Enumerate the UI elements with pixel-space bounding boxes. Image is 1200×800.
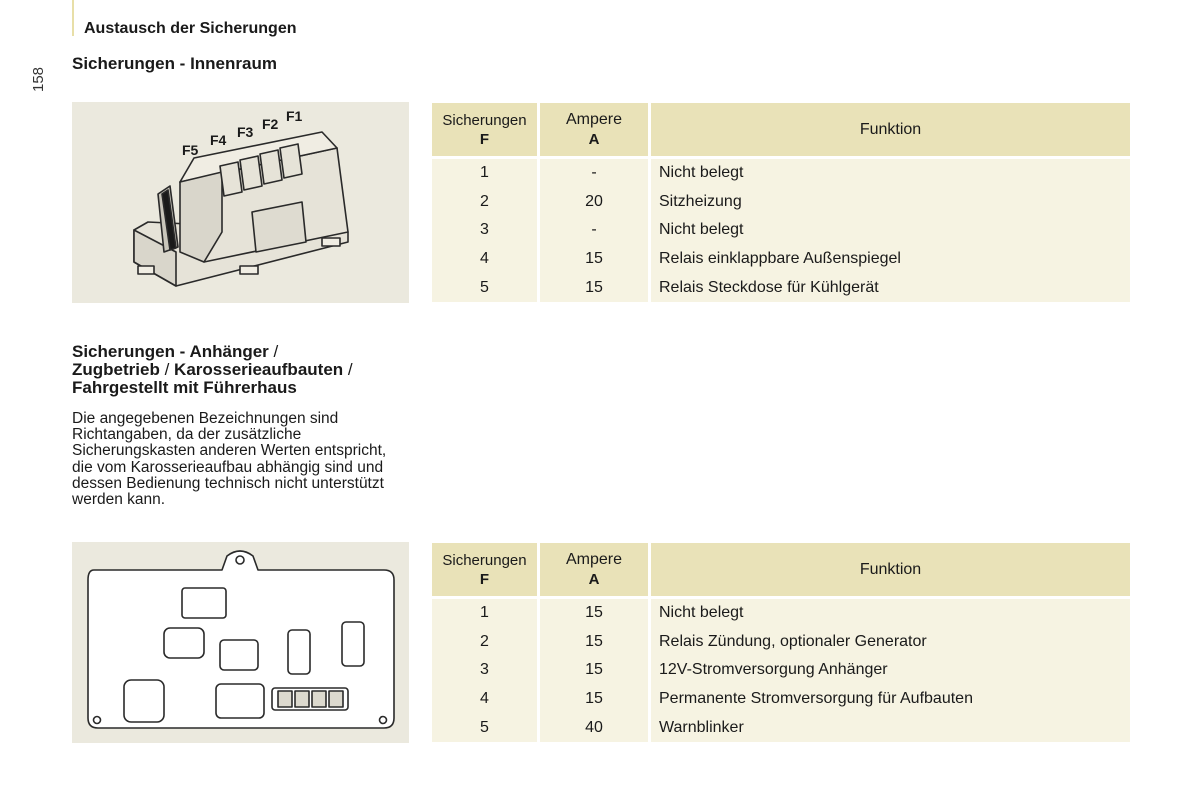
cell-fuse: 5 bbox=[432, 273, 540, 302]
header-ampere: Ampere A bbox=[540, 543, 651, 596]
table-row bbox=[432, 713, 1130, 742]
cell-fuse: 1 bbox=[432, 599, 540, 628]
trailer-fuse-note: Die angegebenen Bezeichnungen sind Richtangaben, da der zusätzliche Sicherungskasten anderen Werten entspricht, die vom Karosserieaufbau abhängig sind und dessen Bedienung technisch nicht unterstützt werden kann. bbox=[72, 410, 387, 509]
section-title-interior: Sicherungen - Innenraum bbox=[72, 54, 277, 73]
cell-ampere: 15 bbox=[540, 628, 651, 657]
cell-ampere: 40 bbox=[540, 713, 651, 742]
cell-function: Nicht belegt bbox=[651, 159, 1130, 188]
header-fuse: Sicherungen F bbox=[432, 103, 540, 156]
table-row bbox=[432, 599, 1130, 628]
cell-function: Nicht belegt bbox=[651, 216, 1130, 245]
cell-ampere: 15 bbox=[540, 273, 651, 302]
cell-fuse: 1 bbox=[432, 159, 540, 188]
fuse-label-f5: F5 bbox=[182, 142, 199, 158]
header-function: Funktion bbox=[651, 543, 1130, 596]
cell-ampere: - bbox=[540, 159, 651, 188]
section-title-trailer: Sicherungen - Anhänger / Zugbetrieb / Karosserieaufbauten / Fahrgestellt mit Führerhaus bbox=[72, 342, 353, 397]
table-header-row bbox=[432, 543, 1130, 596]
interior-fuse-table bbox=[432, 103, 1130, 302]
auxiliary-fuse-box-illustration bbox=[72, 542, 409, 743]
fuse-label-f4: F4 bbox=[210, 132, 227, 148]
fuse-box-drawing bbox=[72, 542, 409, 743]
cell-fuse: 5 bbox=[432, 713, 540, 742]
header-ampere: Ampere A bbox=[540, 103, 651, 156]
cell-fuse: 3 bbox=[432, 656, 540, 685]
cell-function: Warnblinker bbox=[651, 713, 1130, 742]
table-row bbox=[432, 628, 1130, 657]
table-row bbox=[432, 188, 1130, 217]
cell-ampere: 15 bbox=[540, 599, 651, 628]
cell-function: Sitzheizung bbox=[651, 188, 1130, 217]
cell-ampere: 20 bbox=[540, 188, 651, 217]
table-row bbox=[432, 685, 1130, 714]
header-fuse: Sicherungen F bbox=[432, 543, 540, 596]
table-row bbox=[432, 273, 1130, 302]
cell-function: Permanente Stromversorgung für Aufbauten bbox=[651, 685, 1130, 714]
table-header-row bbox=[432, 103, 1130, 156]
cell-fuse: 4 bbox=[432, 245, 540, 274]
cell-ampere: 15 bbox=[540, 656, 651, 685]
table-row bbox=[432, 656, 1130, 685]
table-row bbox=[432, 216, 1130, 245]
fuse-label-f1: F1 bbox=[286, 108, 303, 124]
cell-function: Nicht belegt bbox=[651, 599, 1130, 628]
cell-fuse: 4 bbox=[432, 685, 540, 714]
cell-function: Relais einklappbare Außenspiegel bbox=[651, 245, 1130, 274]
cell-ampere: - bbox=[540, 216, 651, 245]
cell-function: 12V-Stromversorgung Anhänger bbox=[651, 656, 1130, 685]
cell-ampere: 15 bbox=[540, 245, 651, 274]
cell-function: Relais Steckdose für Kühlgerät bbox=[651, 273, 1130, 302]
cell-fuse: 2 bbox=[432, 628, 540, 657]
cell-fuse: 3 bbox=[432, 216, 540, 245]
header-function: Funktion bbox=[651, 103, 1130, 156]
table-row bbox=[432, 159, 1130, 188]
fuse-label-f3: F3 bbox=[237, 124, 254, 140]
interior-fuse-holder-illustration bbox=[72, 102, 409, 303]
chapter-title: Austausch der Sicherungen bbox=[84, 20, 297, 37]
trailer-fuse-table bbox=[432, 543, 1130, 742]
header-accent-rule bbox=[72, 0, 74, 36]
table-row bbox=[432, 245, 1130, 274]
page-number: 158 bbox=[30, 66, 47, 92]
cell-function: Relais Zündung, optionaler Generator bbox=[651, 628, 1130, 657]
cell-ampere: 15 bbox=[540, 685, 651, 714]
fuse-label-f2: F2 bbox=[262, 116, 279, 132]
cell-fuse: 2 bbox=[432, 188, 540, 217]
